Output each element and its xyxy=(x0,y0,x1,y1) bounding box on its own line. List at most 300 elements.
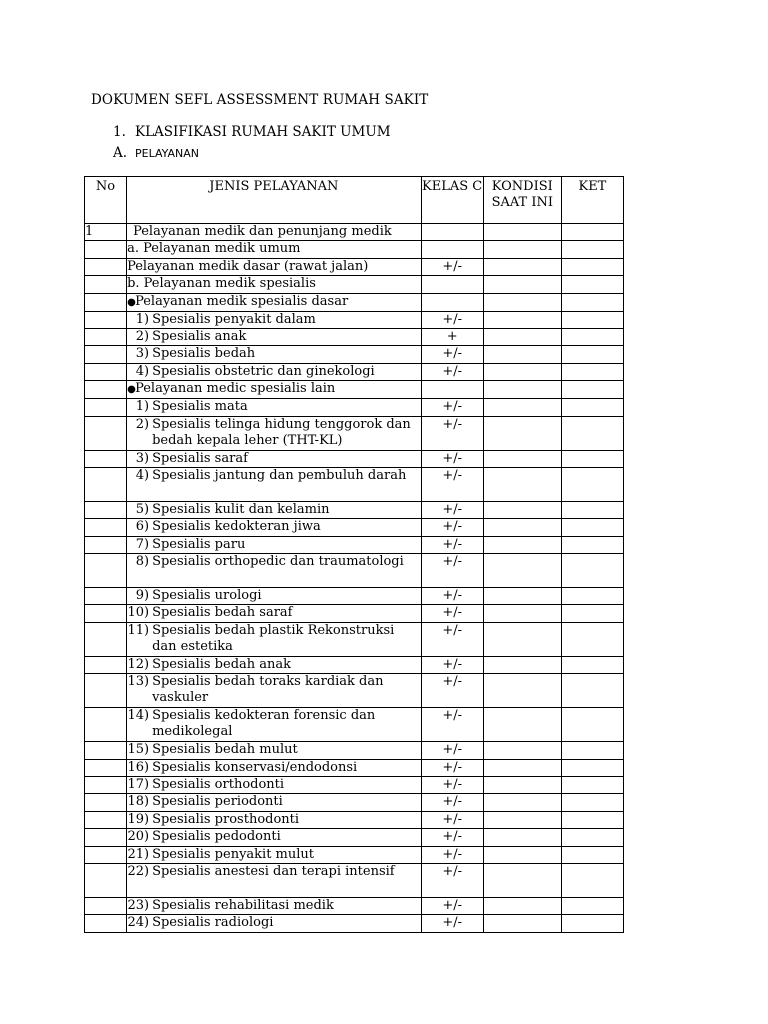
service-cell xyxy=(127,811,422,828)
ket-cell xyxy=(561,605,623,622)
service-item xyxy=(127,847,421,863)
header-kondisi: KONDISI SAAT INI xyxy=(483,177,561,224)
table-row xyxy=(85,656,624,673)
section-title: KLASIFIKASI RUMAH SAKIT UMUM xyxy=(135,124,391,140)
kelas-cell: +/- xyxy=(421,311,483,328)
kondisi-cell xyxy=(483,846,561,863)
item-number: 7) xyxy=(135,536,150,552)
service-cell xyxy=(127,656,422,673)
service-cell xyxy=(127,450,422,467)
category-label xyxy=(127,293,422,311)
document-title: DOKUMEN SEFL ASSESSMENT RUMAH SAKIT xyxy=(91,92,429,108)
kelas-cell xyxy=(421,276,483,293)
ket-cell xyxy=(561,450,623,467)
item-label: Spesialis rehabilitasi medik xyxy=(152,897,334,913)
row-number xyxy=(85,656,127,673)
item-label: Spesialis bedah plastik Rekonstruksi dan estetika xyxy=(152,622,395,654)
service-item xyxy=(127,794,421,810)
row-number xyxy=(85,829,127,846)
item-number: 9) xyxy=(135,588,150,604)
row-number xyxy=(85,588,127,605)
kondisi-cell xyxy=(483,276,561,293)
table-row xyxy=(85,399,624,416)
table-row xyxy=(85,346,624,363)
ket-cell xyxy=(561,915,623,932)
item-label: Spesialis bedah saraf xyxy=(152,605,293,621)
service-cell xyxy=(127,536,422,553)
row-number xyxy=(85,346,127,363)
bullet-icon: ● xyxy=(127,296,136,308)
kondisi-cell xyxy=(483,399,561,416)
kelas-cell: +/- xyxy=(421,863,483,897)
kelas-cell xyxy=(421,224,483,241)
kelas-cell: +/- xyxy=(421,554,483,588)
service-label: Pelayanan medik dasar (rawat jalan) xyxy=(127,258,422,275)
service-cell xyxy=(127,829,422,846)
row-number xyxy=(85,276,127,293)
table-row xyxy=(85,829,624,846)
kelas-cell: +/- xyxy=(421,450,483,467)
kondisi-cell xyxy=(483,605,561,622)
service-item xyxy=(127,864,421,880)
kondisi-cell xyxy=(483,450,561,467)
service-item xyxy=(127,898,421,914)
service-cell xyxy=(127,519,422,536)
kondisi-cell xyxy=(483,501,561,518)
table-row xyxy=(85,897,624,914)
kondisi-cell xyxy=(483,674,561,708)
kelas-cell: +/- xyxy=(421,519,483,536)
service-cell xyxy=(127,794,422,811)
item-number: 17) xyxy=(127,777,150,793)
row-number: 1 xyxy=(85,224,127,241)
service-item xyxy=(127,588,421,604)
item-label: Spesialis jantung dan pembuluh darah xyxy=(152,467,407,483)
ket-cell xyxy=(561,293,623,311)
item-number: 1) xyxy=(135,311,150,327)
table-row xyxy=(85,416,624,450)
service-cell xyxy=(127,708,422,742)
row-number xyxy=(85,846,127,863)
ket-cell xyxy=(561,554,623,588)
kelas-cell: +/- xyxy=(421,794,483,811)
kondisi-cell xyxy=(483,656,561,673)
item-number: 21) xyxy=(127,846,150,862)
service-cell xyxy=(127,311,422,328)
service-item xyxy=(127,812,421,828)
ket-cell xyxy=(561,794,623,811)
header-no: No xyxy=(85,177,127,224)
ket-cell xyxy=(561,258,623,275)
row-number xyxy=(85,708,127,742)
row-number xyxy=(85,519,127,536)
table-row xyxy=(85,811,624,828)
services-table xyxy=(84,176,624,933)
kelas-cell: +/- xyxy=(421,742,483,759)
ket-cell xyxy=(561,846,623,863)
item-label: Spesialis telinga hidung tenggorok dan bedah kepala leher (THT-KL) xyxy=(152,416,411,448)
row-number xyxy=(85,674,127,708)
service-item xyxy=(127,417,421,449)
table-row xyxy=(85,450,624,467)
ket-cell xyxy=(561,863,623,897)
service-item xyxy=(127,399,421,415)
item-label: Spesialis anestesi dan terapi intensif xyxy=(152,863,395,879)
row-number xyxy=(85,811,127,828)
ket-cell xyxy=(561,777,623,794)
header-ket: KET xyxy=(561,177,623,224)
kondisi-cell xyxy=(483,536,561,553)
ket-cell xyxy=(561,708,623,742)
service-item xyxy=(127,742,421,758)
item-number: 3) xyxy=(135,346,150,362)
item-number: 8) xyxy=(135,554,150,570)
subsection-letter: A. xyxy=(113,145,128,161)
kelas-cell: +/- xyxy=(421,777,483,794)
service-cell xyxy=(127,846,422,863)
kelas-cell xyxy=(421,381,483,399)
ket-cell xyxy=(561,241,623,258)
row-number xyxy=(85,450,127,467)
item-label: Spesialis prosthodonti xyxy=(152,811,300,827)
table-row xyxy=(85,328,624,345)
kondisi-cell xyxy=(483,554,561,588)
kondisi-cell xyxy=(483,794,561,811)
kelas-cell: +/- xyxy=(421,846,483,863)
kondisi-cell xyxy=(483,311,561,328)
row-number xyxy=(85,501,127,518)
kelas-cell: +/- xyxy=(421,258,483,275)
table-row xyxy=(85,501,624,518)
item-label: Spesialis periodonti xyxy=(152,794,283,810)
kondisi-cell xyxy=(483,915,561,932)
row-number xyxy=(85,777,127,794)
header-jenis-pelayanan: JENIS PELAYANAN xyxy=(127,177,422,224)
row-number xyxy=(85,794,127,811)
item-number: 20) xyxy=(127,829,150,845)
item-number: 11) xyxy=(127,622,150,638)
ket-cell xyxy=(561,399,623,416)
kelas-cell: +/- xyxy=(421,674,483,708)
kondisi-cell xyxy=(483,742,561,759)
item-label: Spesialis bedah toraks kardiak dan vaskuler xyxy=(152,674,384,706)
service-cell xyxy=(127,605,422,622)
row-number xyxy=(85,293,127,311)
item-number: 19) xyxy=(127,811,150,827)
item-number: 12) xyxy=(127,656,150,672)
table-row xyxy=(85,777,624,794)
table-row xyxy=(85,293,624,311)
kondisi-cell xyxy=(483,224,561,241)
item-label: Spesialis anak xyxy=(152,328,247,344)
item-label: Spesialis bedah mulut xyxy=(152,742,298,758)
kondisi-cell xyxy=(483,328,561,345)
ket-cell xyxy=(561,742,623,759)
item-number: 16) xyxy=(127,759,150,775)
ket-cell xyxy=(561,674,623,708)
row-number xyxy=(85,742,127,759)
subsection-heading-a xyxy=(113,145,199,161)
item-number: 15) xyxy=(127,742,150,758)
item-label: Spesialis saraf xyxy=(152,450,248,466)
service-cell xyxy=(127,777,422,794)
ket-cell xyxy=(561,622,623,656)
kondisi-cell xyxy=(483,588,561,605)
ket-cell xyxy=(561,346,623,363)
service-item xyxy=(127,605,421,621)
item-number: 23) xyxy=(127,897,150,913)
bullet-icon: ● xyxy=(127,384,136,396)
table-row xyxy=(85,708,624,742)
ket-cell xyxy=(561,363,623,380)
ket-cell xyxy=(561,381,623,399)
ket-cell xyxy=(561,224,623,241)
item-label: Spesialis penyakit dalam xyxy=(152,311,316,327)
ket-cell xyxy=(561,519,623,536)
kelas-cell: +/- xyxy=(421,588,483,605)
service-cell xyxy=(127,742,422,759)
row-number xyxy=(85,759,127,776)
service-cell xyxy=(127,622,422,656)
table-row xyxy=(85,588,624,605)
kelas-cell: +/- xyxy=(421,915,483,932)
row-number xyxy=(85,363,127,380)
item-label: Spesialis kedokteran jiwa xyxy=(152,519,321,535)
service-cell xyxy=(127,399,422,416)
kelas-cell: +/- xyxy=(421,346,483,363)
row-number xyxy=(85,311,127,328)
service-cell xyxy=(127,674,422,708)
item-label: Spesialis urologi xyxy=(152,588,262,604)
kelas-cell: +/- xyxy=(421,536,483,553)
service-cell xyxy=(127,915,422,932)
table-row xyxy=(85,241,624,258)
table-row xyxy=(85,258,624,275)
kelas-cell: +/- xyxy=(421,622,483,656)
kelas-cell: +/- xyxy=(421,363,483,380)
kondisi-cell xyxy=(483,759,561,776)
kondisi-cell xyxy=(483,863,561,897)
table-row xyxy=(85,794,624,811)
kondisi-cell xyxy=(483,622,561,656)
ket-cell xyxy=(561,276,623,293)
kelas-cell: +/- xyxy=(421,467,483,501)
item-number: 3) xyxy=(135,450,150,466)
kondisi-cell xyxy=(483,293,561,311)
service-item xyxy=(127,364,421,380)
row-number xyxy=(85,605,127,622)
service-item xyxy=(127,554,421,570)
service-cell xyxy=(127,328,422,345)
service-cell xyxy=(127,501,422,518)
kondisi-cell xyxy=(483,381,561,399)
item-number: 4) xyxy=(135,467,150,483)
item-number: 18) xyxy=(127,794,150,810)
row-number xyxy=(85,622,127,656)
row-number xyxy=(85,241,127,258)
table-row xyxy=(85,622,624,656)
subsection-title: PELAYANAN xyxy=(135,147,200,160)
kelas-cell: +/- xyxy=(421,399,483,416)
kelas-cell: +/- xyxy=(421,416,483,450)
row-number xyxy=(85,467,127,501)
kelas-cell xyxy=(421,241,483,258)
item-label: Spesialis orthopedic dan traumatologi xyxy=(152,554,404,570)
ket-cell xyxy=(561,328,623,345)
row-number xyxy=(85,416,127,450)
ket-cell xyxy=(561,829,623,846)
table-row xyxy=(85,276,624,293)
header-kelas: KELAS C xyxy=(421,177,483,224)
item-label: Spesialis mata xyxy=(152,399,248,415)
service-cell xyxy=(127,346,422,363)
table-row xyxy=(85,846,624,863)
service-cell xyxy=(127,363,422,380)
service-cell xyxy=(127,588,422,605)
service-cell xyxy=(127,897,422,914)
kelas-cell: +/- xyxy=(421,897,483,914)
group-label: Pelayanan medik dan penunjang medik xyxy=(127,224,422,241)
service-item xyxy=(127,502,421,518)
table-row xyxy=(85,363,624,380)
row-number xyxy=(85,915,127,932)
kondisi-cell xyxy=(483,777,561,794)
table-row xyxy=(85,381,624,399)
kondisi-cell xyxy=(483,363,561,380)
item-label: Spesialis konservasi/endodonsi xyxy=(152,759,358,775)
ket-cell xyxy=(561,467,623,501)
service-item xyxy=(127,329,421,345)
item-label: Spesialis obstetric dan ginekologi xyxy=(152,363,375,379)
service-item xyxy=(127,829,421,845)
ket-cell xyxy=(561,656,623,673)
ket-cell xyxy=(561,501,623,518)
table-row xyxy=(85,742,624,759)
service-item xyxy=(127,468,421,484)
table-header-row xyxy=(85,177,624,224)
service-item xyxy=(127,346,421,362)
item-number: 2) xyxy=(135,416,150,432)
category-text: Pelayanan medik spesialis dasar xyxy=(135,293,349,309)
item-label: Spesialis pedodonti xyxy=(152,829,281,845)
ket-cell xyxy=(561,536,623,553)
ket-cell xyxy=(561,811,623,828)
section-number: 1. xyxy=(113,124,126,140)
kelas-cell: + xyxy=(421,328,483,345)
kondisi-cell xyxy=(483,519,561,536)
kelas-cell: +/- xyxy=(421,829,483,846)
service-item xyxy=(127,537,421,553)
row-number xyxy=(85,897,127,914)
kondisi-cell xyxy=(483,829,561,846)
kelas-cell: +/- xyxy=(421,708,483,742)
service-item xyxy=(127,708,421,740)
kondisi-cell xyxy=(483,708,561,742)
service-item xyxy=(127,915,421,931)
service-cell xyxy=(127,416,422,450)
kelas-cell: +/- xyxy=(421,811,483,828)
item-label: Spesialis bedah xyxy=(152,346,256,362)
item-label: Spesialis bedah anak xyxy=(152,656,292,672)
service-item xyxy=(127,623,421,655)
item-number: 13) xyxy=(127,674,150,690)
kondisi-cell xyxy=(483,897,561,914)
kelas-cell xyxy=(421,293,483,311)
item-label: Spesialis radiologi xyxy=(152,915,274,931)
item-number: 1) xyxy=(135,399,150,415)
item-label: Spesialis kedokteran forensic dan medikolegal xyxy=(152,708,376,740)
category-text: Pelayanan medic spesialis lain xyxy=(135,381,336,397)
table-row xyxy=(85,224,624,241)
item-label: Spesialis penyakit mulut xyxy=(152,846,315,862)
row-number xyxy=(85,258,127,275)
service-cell xyxy=(127,467,422,501)
kelas-cell: +/- xyxy=(421,656,483,673)
kondisi-cell xyxy=(483,467,561,501)
table-row xyxy=(85,536,624,553)
service-item xyxy=(127,657,421,673)
item-number: 2) xyxy=(135,328,150,344)
kelas-cell: +/- xyxy=(421,501,483,518)
table-body xyxy=(85,224,624,933)
item-number: 10) xyxy=(127,605,150,621)
ket-cell xyxy=(561,588,623,605)
item-label: Spesialis paru xyxy=(152,536,246,552)
subgroup-label: a. Pelayanan medik umum xyxy=(127,241,422,258)
kondisi-cell xyxy=(483,241,561,258)
table-row xyxy=(85,519,624,536)
subgroup-label: b. Pelayanan medik spesialis xyxy=(127,276,422,293)
service-item xyxy=(127,674,421,706)
ket-cell xyxy=(561,897,623,914)
service-cell xyxy=(127,554,422,588)
table-row xyxy=(85,863,624,897)
item-label: Spesialis orthodonti xyxy=(152,777,285,793)
row-number xyxy=(85,328,127,345)
item-number: 6) xyxy=(135,519,150,535)
row-number xyxy=(85,399,127,416)
kondisi-cell xyxy=(483,416,561,450)
service-cell xyxy=(127,759,422,776)
table-row xyxy=(85,311,624,328)
service-item xyxy=(127,777,421,793)
service-item xyxy=(127,451,421,467)
kondisi-cell xyxy=(483,346,561,363)
service-item xyxy=(127,312,421,328)
section-heading-1 xyxy=(113,124,391,140)
item-number: 4) xyxy=(135,363,150,379)
service-item xyxy=(127,760,421,776)
table-row xyxy=(85,674,624,708)
ket-cell xyxy=(561,759,623,776)
row-number xyxy=(85,554,127,588)
category-label xyxy=(127,381,422,399)
service-item xyxy=(127,519,421,535)
row-number xyxy=(85,381,127,399)
item-number: 24) xyxy=(127,915,150,931)
ket-cell xyxy=(561,416,623,450)
service-cell xyxy=(127,863,422,897)
table-row xyxy=(85,759,624,776)
kelas-cell: +/- xyxy=(421,759,483,776)
item-number: 22) xyxy=(127,863,150,879)
item-number: 14) xyxy=(127,708,150,724)
table-row xyxy=(85,554,624,588)
kondisi-cell xyxy=(483,811,561,828)
item-label: Spesialis kulit dan kelamin xyxy=(152,501,330,517)
row-number xyxy=(85,536,127,553)
row-number xyxy=(85,863,127,897)
